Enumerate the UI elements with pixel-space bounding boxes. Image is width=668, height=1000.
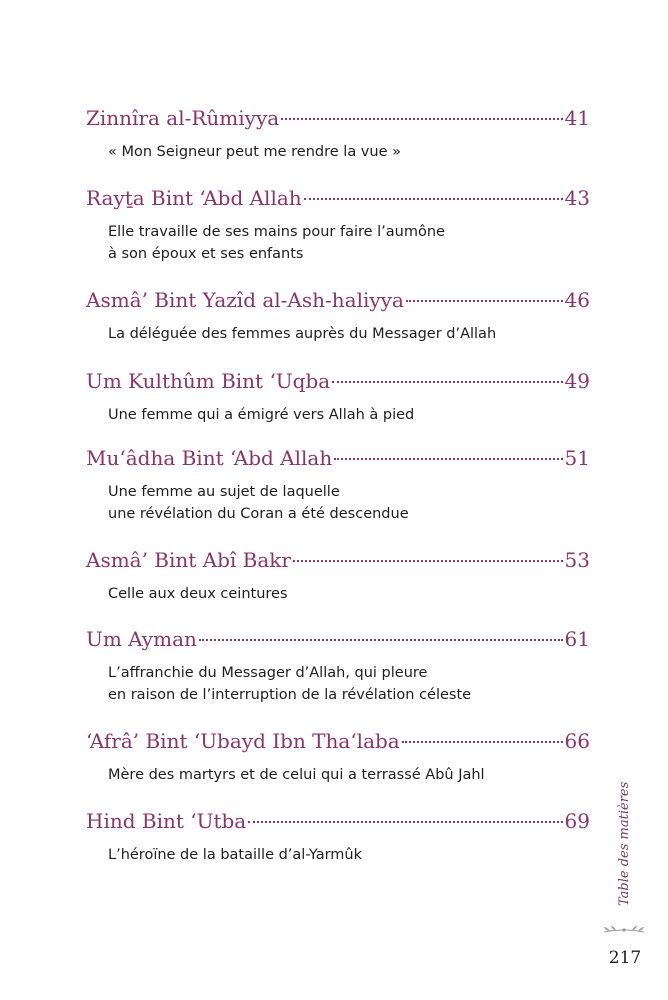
entry-description-line: Une femme qui a émigré vers Allah à pied	[108, 407, 415, 423]
toc-entry	[86, 626, 590, 706]
toc-entry-heading[interactable]	[86, 808, 590, 834]
entry-title: Hind Bint ‘Utba	[86, 809, 247, 833]
entry-title: Mu‘âdha Bint ‘Abd Allah	[86, 446, 333, 470]
entry-description	[108, 141, 590, 163]
dot-leader	[199, 639, 563, 641]
dot-leader	[293, 560, 563, 562]
entry-page-number: 53	[564, 548, 590, 572]
entry-title: ‘Afrâ’ Bint ‘Ubayd Ibn Tha‘laba	[86, 729, 400, 753]
toc-entry-heading[interactable]	[86, 626, 590, 652]
dot-leader	[402, 741, 563, 743]
entry-title: Asmâ’ Bint Abî Bakr	[86, 548, 291, 572]
dot-leader	[334, 458, 562, 460]
toc-entry-heading[interactable]	[86, 105, 590, 131]
entry-page-number: 66	[564, 729, 590, 753]
entry-description-line: La déléguée des femmes auprès du Messager d’Allah	[108, 326, 497, 342]
page-number: 217	[608, 948, 642, 968]
entry-page-number: 46	[564, 288, 590, 312]
toc-entry	[86, 547, 590, 605]
dot-leader	[281, 118, 562, 120]
toc-entry	[86, 368, 590, 426]
entry-page-number: 41	[564, 106, 590, 130]
leaf-ornament-icon	[602, 925, 646, 939]
entry-page-number: 49	[564, 369, 590, 393]
entry-title: Um Kulthûm Bint ‘Uqba	[86, 369, 331, 393]
entry-page-number: 51	[564, 446, 590, 470]
dot-leader	[406, 300, 563, 302]
entry-description-line: une révélation du Coran a été descendue	[108, 506, 409, 522]
toc-entry-heading[interactable]	[86, 728, 590, 754]
entry-description-line: L’héroïne de la bataille d’al-Yarmûk	[108, 847, 362, 863]
entry-description	[108, 221, 590, 265]
entry-description-line: à son époux et ses enfants	[108, 246, 304, 262]
entry-description-line: L’affranchie du Messager d’Allah, qui pleure	[108, 665, 428, 681]
toc-entry	[86, 105, 590, 163]
entry-description	[108, 583, 590, 605]
entry-description-line: Une femme au sujet de laquelle	[108, 484, 340, 500]
toc-entry	[86, 808, 590, 866]
running-header-side-label: Table des matières	[617, 781, 632, 906]
entry-description	[108, 404, 590, 426]
entry-page-number: 61	[564, 627, 590, 651]
dot-leader	[332, 381, 562, 383]
entry-page-number: 43	[564, 186, 590, 210]
entry-description	[108, 481, 590, 525]
entry-description	[108, 844, 590, 866]
entry-page-number: 69	[564, 809, 590, 833]
entry-description-line: Elle travaille de ses mains pour faire l’aumône	[108, 224, 445, 240]
entry-description-line: Mère des martyrs et de celui qui a terrassé Abû Jahl	[108, 767, 485, 783]
toc-entry	[86, 728, 590, 786]
toc-entry-heading[interactable]	[86, 547, 590, 573]
toc-entry-heading[interactable]	[86, 368, 590, 394]
entry-description	[108, 323, 590, 345]
dot-leader	[304, 198, 563, 200]
entry-description	[108, 764, 590, 786]
entry-title: Um Ayman	[86, 627, 197, 651]
toc-entry-heading[interactable]	[86, 287, 590, 313]
entry-title: Asmâ’ Bint Yazîd al-Ash-haliyya	[86, 288, 404, 312]
toc-entry	[86, 287, 590, 345]
entry-description-line: en raison de l’interruption de la révélation céleste	[108, 687, 472, 703]
toc-entry	[86, 185, 590, 265]
dot-leader	[248, 821, 562, 823]
entry-description-line: « Mon Seigneur peut me rendre la vue »	[108, 144, 401, 160]
toc-entry-heading[interactable]	[86, 445, 590, 471]
entry-description	[108, 662, 590, 706]
entry-title: Zinnîra al-Rûmiyya	[86, 106, 280, 130]
entry-title: Rayṯa Bint ‘Abd Allah	[86, 186, 302, 210]
entry-description-line: Celle aux deux ceintures	[108, 586, 288, 602]
toc-entry	[86, 445, 590, 525]
toc-entry-heading[interactable]	[86, 185, 590, 211]
